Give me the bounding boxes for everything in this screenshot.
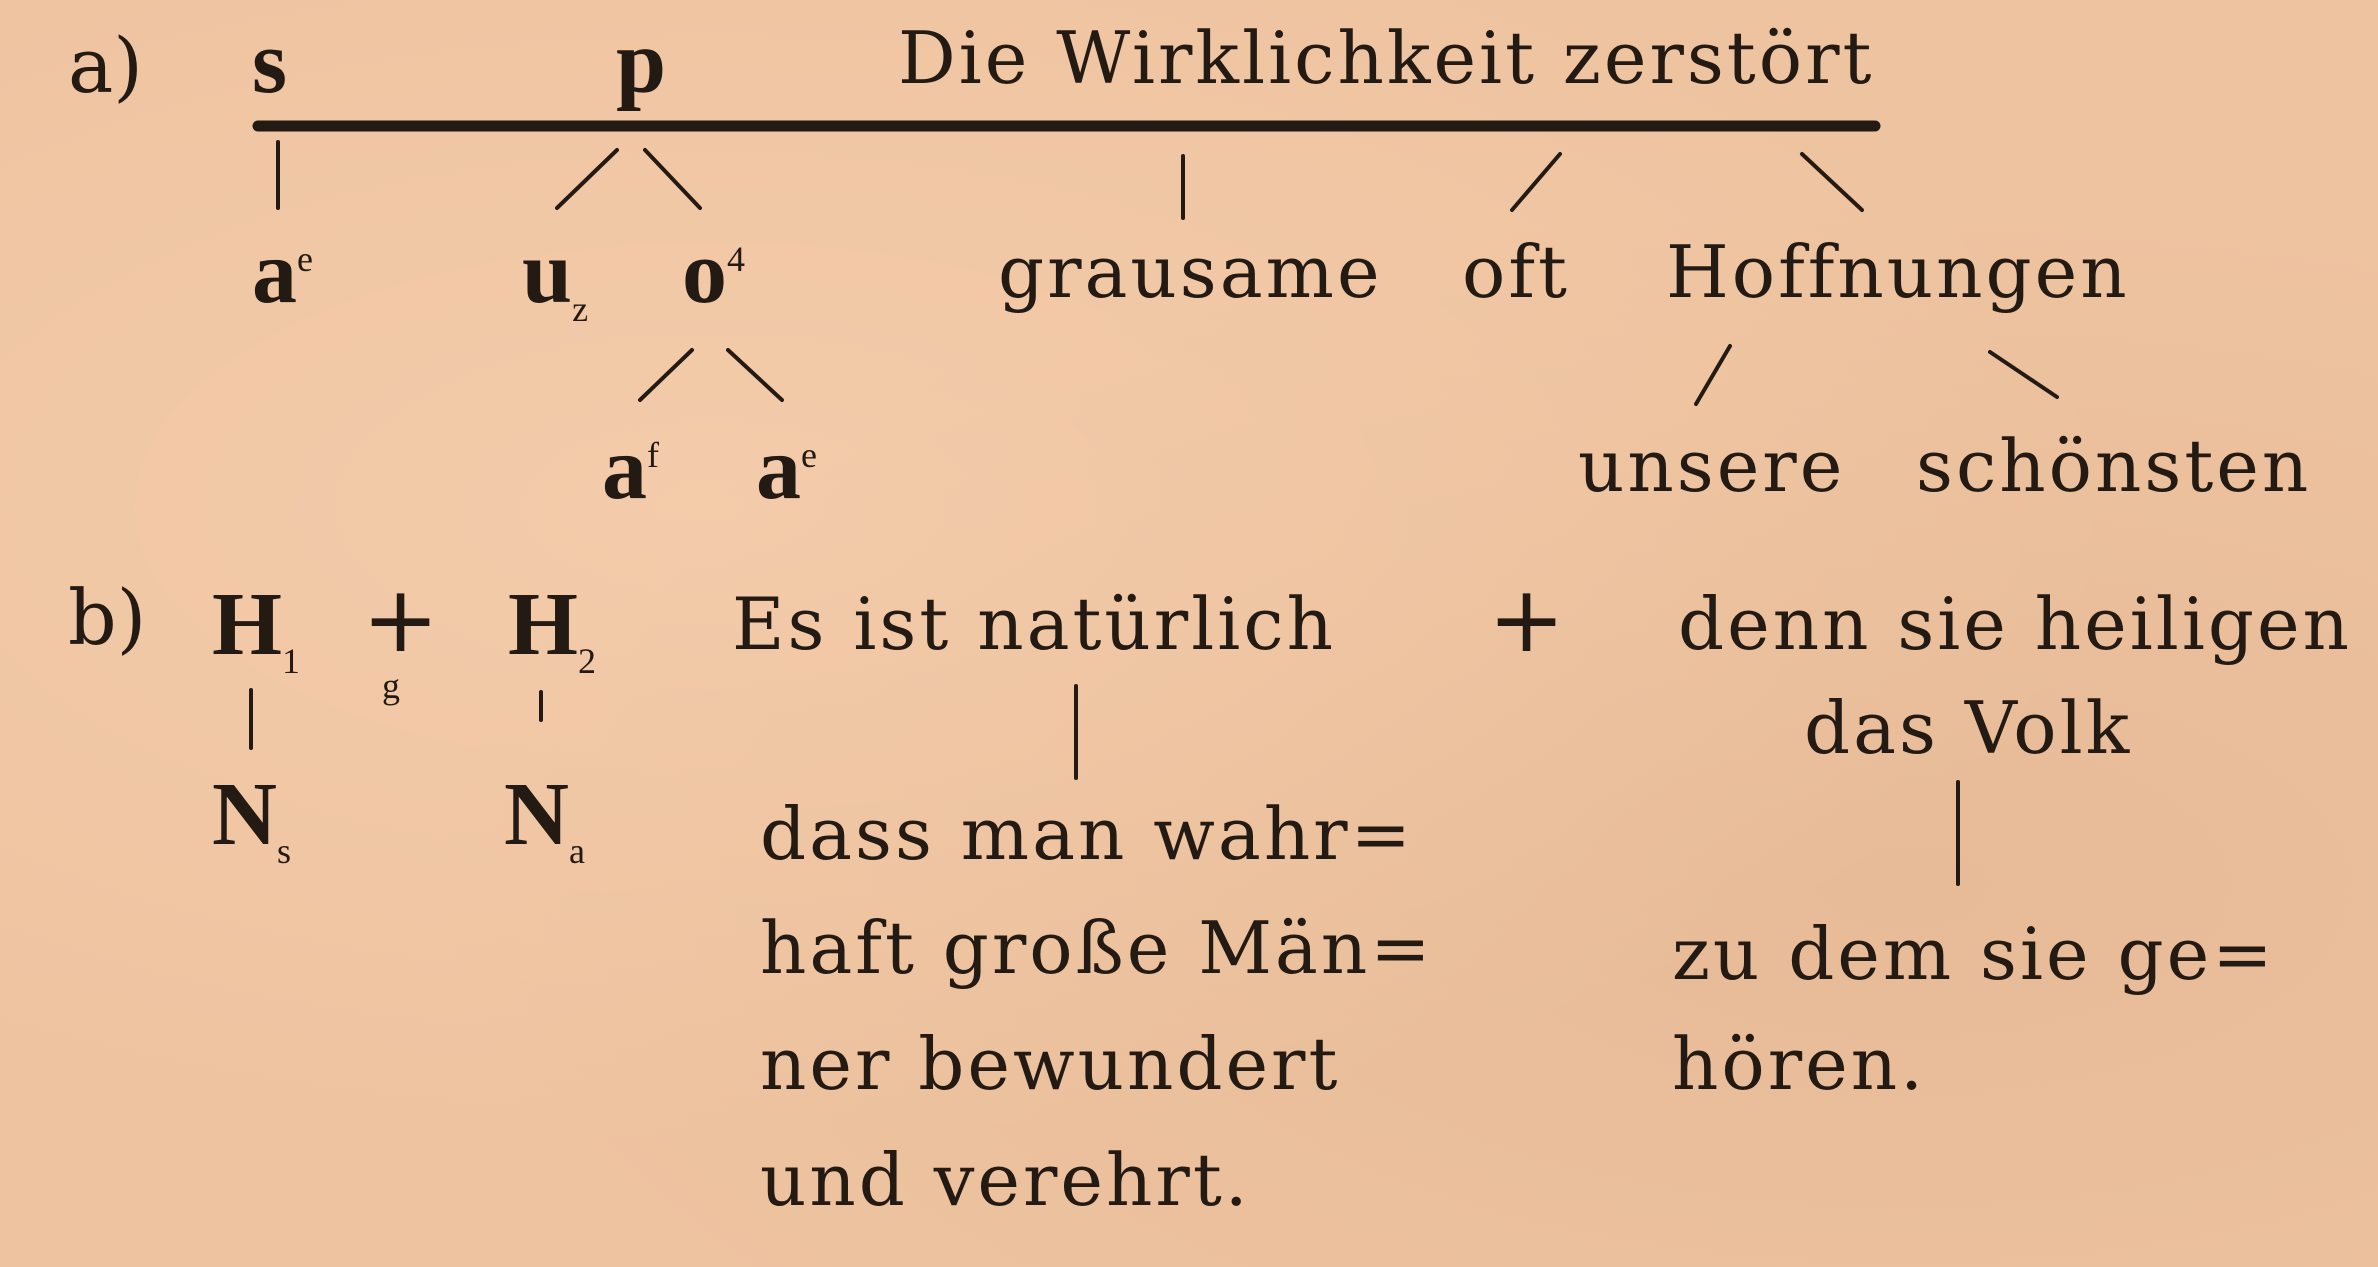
attribute-af bbox=[602, 419, 659, 518]
part-b-label: b) bbox=[68, 573, 147, 662]
subject-symbol: s bbox=[252, 13, 288, 112]
word-hoffnungen: Hoffnungen bbox=[1666, 230, 2130, 314]
word-schoensten: schönsten bbox=[1916, 424, 2312, 508]
clause2-line2: das Volk bbox=[1804, 686, 2133, 770]
af-base: a bbox=[602, 419, 647, 518]
ns-base: N bbox=[212, 765, 277, 864]
na-base: N bbox=[504, 765, 569, 864]
main-clause-h2 bbox=[508, 575, 597, 681]
ns-sub: s bbox=[277, 831, 292, 871]
main-clause-text: Es ist natürlich bbox=[732, 582, 1336, 666]
h1-base: H bbox=[212, 575, 283, 674]
ae-base: a bbox=[252, 223, 297, 322]
sentence-to-hoffnungen-line bbox=[1802, 154, 1862, 210]
ae2-sup: e bbox=[801, 435, 817, 475]
ae2-base: a bbox=[756, 419, 801, 518]
h1-sub: 1 bbox=[282, 641, 301, 681]
word-grausame: grausame bbox=[998, 230, 1383, 314]
subclause2-line2: hören. bbox=[1672, 1022, 1927, 1106]
coordination-plus-2: + bbox=[1488, 566, 1566, 673]
attribute-ae bbox=[252, 223, 313, 322]
ae-sup: e bbox=[297, 239, 313, 279]
word-unsere: unsere bbox=[1578, 424, 1846, 508]
subclause1-line4: und verehrt. bbox=[760, 1138, 1251, 1222]
o4-base: o bbox=[682, 223, 727, 322]
h2-base: H bbox=[508, 575, 579, 674]
hoffnungen-to-schoensten-line bbox=[1990, 352, 2057, 397]
hoffnungen-to-unsere-line bbox=[1696, 346, 1730, 404]
uz-base: u bbox=[522, 223, 573, 322]
p-to-uz-line bbox=[557, 150, 617, 208]
subclause1-line2: haft große Män= bbox=[760, 906, 1434, 990]
clause2-line1: denn sie heiligen bbox=[1678, 582, 2352, 666]
sentence-text: Die Wirklichkeit zerstört bbox=[898, 16, 1875, 100]
af-sup: f bbox=[647, 435, 659, 475]
predicate-symbol: p bbox=[616, 13, 667, 112]
object-o4 bbox=[682, 223, 745, 322]
sentence-to-oft-line bbox=[1512, 154, 1560, 210]
p-to-o4-line bbox=[645, 150, 700, 208]
word-oft: oft bbox=[1462, 230, 1570, 314]
coordination-type-g: g bbox=[382, 666, 400, 706]
subclause-ns bbox=[212, 765, 292, 871]
na-sub: a bbox=[569, 831, 585, 871]
subclause2-line1: zu dem sie ge= bbox=[1672, 912, 2276, 996]
attribute-ae2 bbox=[756, 419, 817, 518]
subclause-na bbox=[504, 765, 585, 871]
subclause1-line3: ner bewundert bbox=[760, 1022, 1341, 1106]
h2-sub: 2 bbox=[578, 641, 597, 681]
subclause1-line1: dass man wahr= bbox=[760, 792, 1414, 876]
o4-to-af-line bbox=[640, 350, 692, 400]
object-uz bbox=[522, 223, 589, 329]
main-clause-h1 bbox=[212, 575, 301, 681]
uz-sub: z bbox=[572, 289, 589, 329]
o4-sup: 4 bbox=[727, 239, 745, 279]
coordination-plus: + bbox=[362, 566, 440, 673]
part-a-label: a) bbox=[68, 21, 143, 110]
o4-to-ae2-line bbox=[728, 350, 782, 400]
